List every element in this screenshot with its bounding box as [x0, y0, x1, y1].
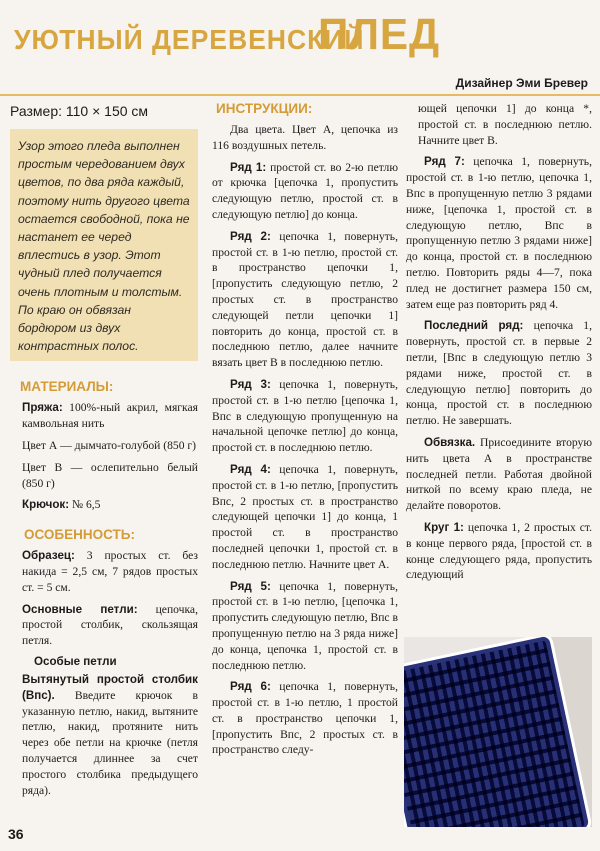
special-loops-heading: Особые петли: [34, 655, 117, 668]
title-small: УЮТНЫЙ ДЕРЕВЕНСКИЙ: [14, 24, 365, 55]
yarn-paragraph: Пряжа: 100%-ный акрил, мягкая камвольная нить: [22, 401, 198, 431]
materials-heading: МАТЕРИАЛЫ:: [20, 379, 114, 395]
page-number: 36: [8, 826, 24, 842]
gauge-paragraph: Образец: 3 простых ст. без накида = 2,5 см, 7 рядов простых ст. = 5 см.: [22, 549, 198, 594]
column-right: [406, 101, 592, 583]
row-6: Ряд 6: цепочка 1, повернуть, простой ст. в 1-ю петлю, 1 простой ст. в пространство цепочки 1, [пропустить Впс, 2 простых ст. в пространство следу-: [212, 680, 398, 757]
designer-credit: Дизайнер Эми Бревер: [455, 76, 588, 90]
hook-paragraph: Крючок: № 6,5: [22, 498, 101, 512]
row-5: Ряд 5: цепочка 1, повернуть, простой ст. в 1-ю петлю, [цепочка 1, пропустить следующую петлю, Впс в пропущенную петлю на 3 ряда ниже] до конца, цепочка 1, простой ст. в последнюю петлю.: [212, 579, 398, 672]
column-left: [10, 101, 198, 798]
last-row: Последний ряд: цепочка 1, повернуть, простой ст. в первые 2 петли, [Впс в следующую петлю 3 рядами ниже, простой ст. в следующую петлю] повторить до конца, простой ст. в последнюю петлю. Не завершать.: [406, 319, 592, 428]
intro-box: Узор этого пледа выполнен простым чередованием двух цветов, по два ряда каждый, поэтому нить другого цвета остается свободной, пока не настанет ее черед вплестись в узор. Этот чудный плед получается очень плотным и толстым. По краю он обвязан бордюром из двух контрастных полос.: [10, 129, 198, 361]
header-divider: [0, 94, 600, 96]
round-1: Круг 1: цепочка 1, 2 простых ст. в конце первого ряда, [простой ст. в конце следующего ряда, пропустить следующий: [406, 520, 593, 582]
column-middle: [212, 101, 398, 758]
size-text: Размер: 110 × 150 см: [10, 103, 149, 119]
border-paragraph: Обвязка. Присоедините вторую нить цвета А в пространстве последней петли. Работая двойной ниткой по всему краю пледа, не делайте поворотов.: [406, 435, 592, 513]
row-3: Ряд 3: цепочка 1, повернуть, простой ст. в 1-ю петлю [цепочка 1, Впс в следующую пропущенную на начальной цепочке петлю] до конца, простой ст. в последнюю петлю.: [212, 377, 398, 455]
instructions-intro: Два цвета. Цвет А, цепочка из 116 воздушных петель.: [212, 123, 398, 152]
row-6-continued: ющей цепочки 1] до конца *, простой ст. в последнюю петлю. Начните цвет В.: [418, 102, 592, 147]
color-a: Цвет А — дымчато-голубой (850 г): [22, 439, 197, 453]
article-title: [14, 10, 589, 70]
row-2: Ряд 2: цепочка 1, повернуть, простой ст. в 1-ю петлю, простой ст. в пространство цепочки 1, [пропустить следующую петлю, 2 простых ст. в пространство следующей петли цепочки 1] повторить до конца, простой ст. в последнюю петлю, далее начните вязать цвет В в последнюю петлю.: [212, 229, 398, 370]
row-7: Ряд 7: цепочка 1, повернуть, простой ст. в 1-ю петлю, цепочка 1, Впс в пропущенную петлю 3 рядами ниже, [цепочка 1, простой ст. в следующую петлю, Впс в пропущенную петлю 3 рядами ниже] до конца, простой ст. в последнюю петлю. Повторить ряды 4—7, пока плед не достигнет размера 150 см, затем еще раз повторить ряд 4.: [406, 155, 592, 311]
row-4: Ряд 4: цепочка 1, повернуть, простой ст. в 1-ю петлю, [пропустить Впс, 2 простых ст. в пространство следующей цепочки 1] до конца, 1 простой ст. в пространство последней цепочки 1, простой ст. в последнюю петлю. Начните цвет А.: [212, 462, 398, 571]
title-big: ПЛЕД: [318, 10, 441, 59]
features-heading: ОСОБЕННОСТЬ:: [24, 527, 135, 543]
loops-paragraph: Основные петли: цепочка, простой столбик, скользящая петля.: [22, 602, 198, 648]
row-1: Ряд 1: простой ст. во 2-ю петлю от крючка [цепочка 1, пропустить следующую петлю, простой ст. в следующую петлю] до конца.: [212, 160, 398, 221]
instructions-heading: ИНСТРУКЦИИ:: [216, 101, 313, 116]
vps-paragraph: Вытянутый простой столбик (Впс). Введите крючок в указанную петлю, накид, вытяните петлю, накид, протяните нить через обе петли на крючке (петля получается длиннее за счет простого столбика предыдущего ряда).: [22, 673, 198, 797]
blanket-photo: [404, 637, 592, 827]
color-b: Цвет В — ослепительно белый (850 г): [22, 460, 198, 490]
